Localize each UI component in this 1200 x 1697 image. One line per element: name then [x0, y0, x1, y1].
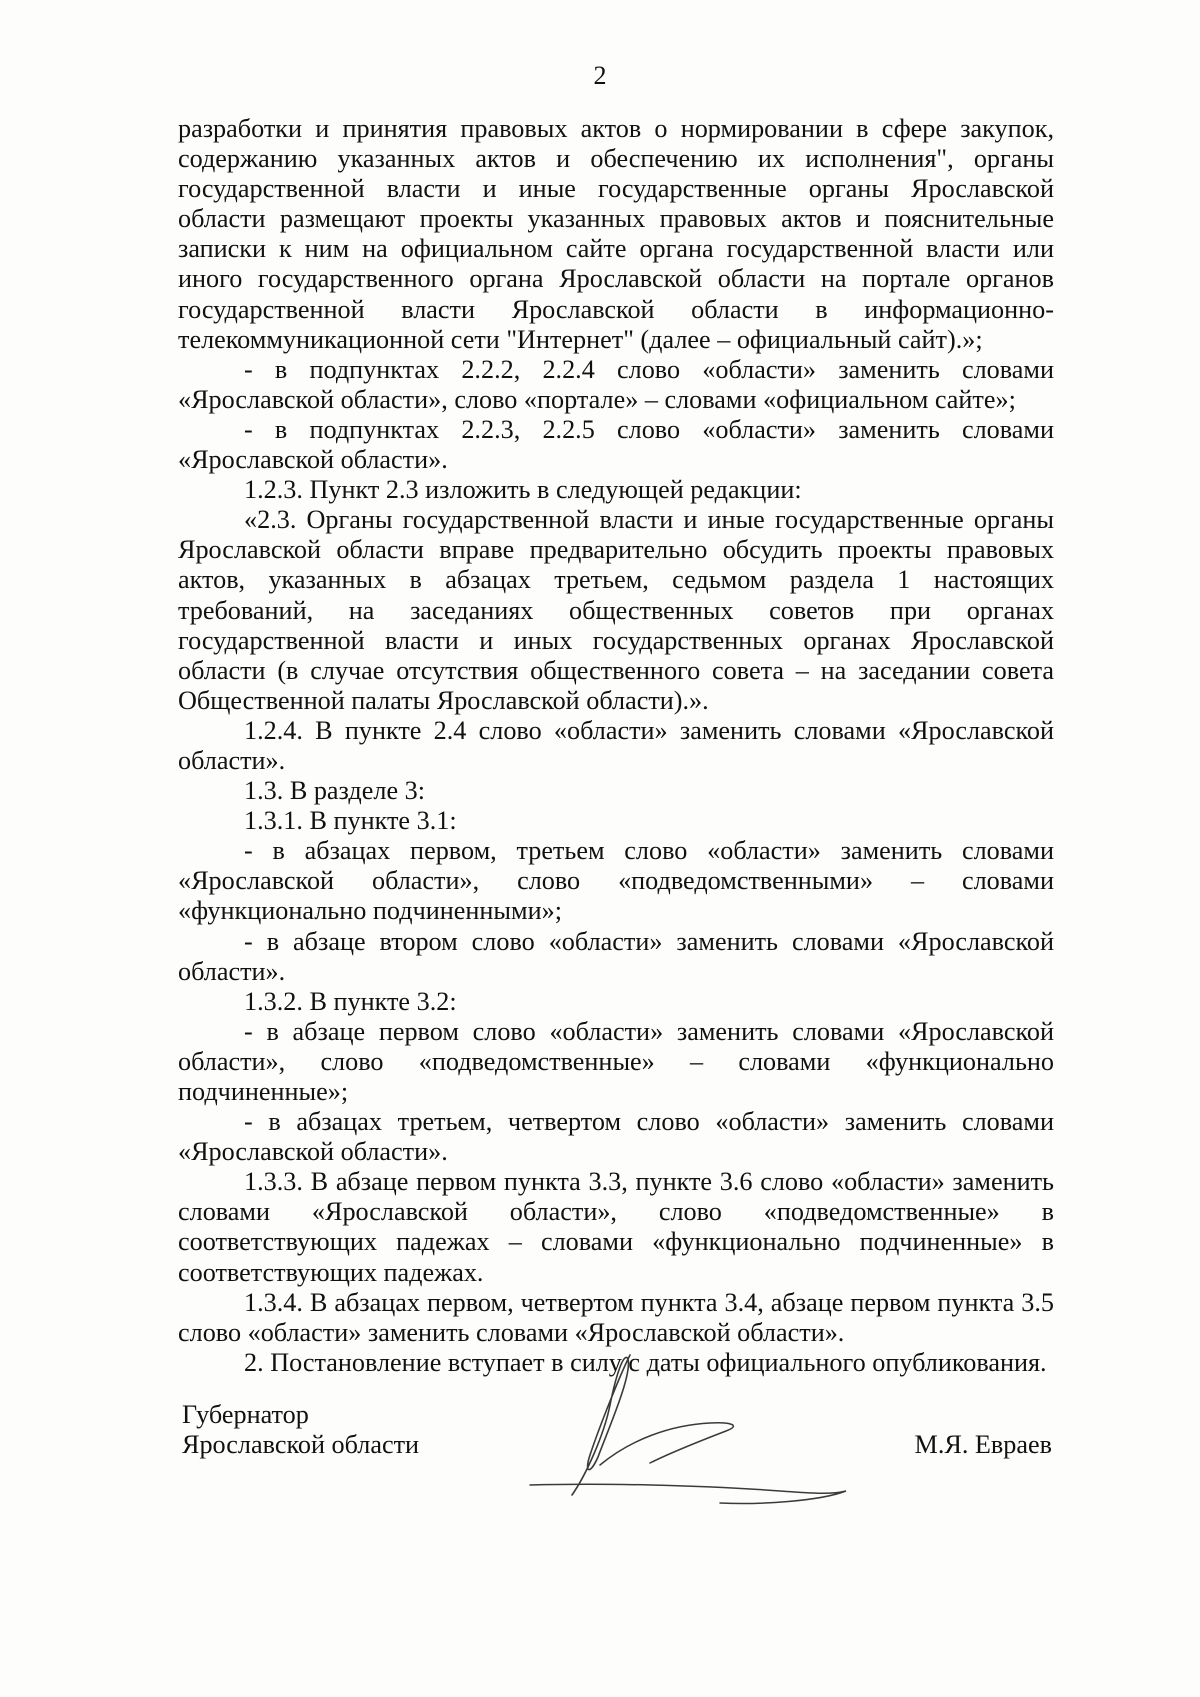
paragraph-1-3-2-b: - в абзацах третьем, четвертом слово «области» заменить словами «Ярославской области». — [178, 1107, 1054, 1167]
paragraph-amendment-2-2-2: - в подпунктах 2.2.2, 2.2.4 слово «области» заменить словами «Ярославской области», слово «портале» – словами «официальном сайте»; — [178, 354, 1054, 414]
paragraph-1-3: 1.3. В разделе 3: — [244, 776, 425, 806]
paragraph-1-2-4: 1.2.4. В пункте 2.4 слово «области» заменить словами «Ярославской области». — [178, 715, 1054, 775]
paragraph-amendment-2-2-3: - в подпунктах 2.2.3, 2.2.5 слово «области» заменить словами «Ярославской области». — [178, 414, 1054, 475]
signature-stroke-loop — [572, 1355, 630, 1495]
paragraph-1-3-1: 1.3.1. В пункте 3.1: — [244, 806, 457, 836]
paragraph-continuation: разработки и принятия правовых актов о нормировании в сфере закупок, содержанию указанных актов и обеспечению их исполнения", органы государственной власти и иные государственные органы Ярославской области размещают проекты указанных правовых актов и пояснительные записки к ним на официальном сайте органа государственной власти или иного государственного органа Ярославской области на портале органов государственной власти Ярославской области в информационно-телекоммуникационной сети "Интернет" (далее – официальный сайт).»; — [178, 114, 1054, 354]
paragraph-1-3-3: 1.3.3. В абзаце первом пункта 3.3, пункте 3.6 слово «области» заменить словами «Ярославской области», слово «подведомственные» в соответствующих падежах – словами «функционально подчиненные» в соответствующих падежах. — [178, 1167, 1054, 1287]
paragraph-1-3-1-a: - в абзацах первом, третьем слово «области» заменить словами «Ярославской области», слово «подведомственными» – словами «функционально подчиненными»; — [178, 836, 1054, 926]
paragraph-2-effective-date: 2. Постановление вступает в силу с даты официального опубликования. — [244, 1347, 1047, 1377]
paragraph-1-3-2: 1.3.2. В пункте 3.2: — [244, 986, 457, 1016]
paragraph-1-3-4: 1.3.4. В абзацах первом, четвертом пункта 3.4, абзаце первом пункта 3.5 слово «области» заменить словами «Ярославской области». — [178, 1287, 1054, 1347]
paragraph-1-2-3: 1.2.3. Пункт 2.3 изложить в следующей редакции: — [244, 475, 802, 505]
signatory-position-line1: Губернатор — [182, 1400, 309, 1429]
paragraph-1-3-2-a: - в абзаце первом слово «области» заменить словами «Ярославской области», слово «подведомственные» – словами «функционально подчиненные»; — [178, 1016, 1054, 1106]
signatory-position — [182, 1400, 419, 1460]
paragraph-1-3-1-b: - в абзаце втором слово «области» заменить словами «Ярославской области». — [178, 926, 1054, 986]
paragraph-new-2-3: «2.3. Органы государственной власти и иные государственные органы Ярославской области вправе предварительно обсудить проекты правовых актов, указанных в абзацах третьем, седьмом раздела 1 настоящих требований, на заседаниях общественных советов при органах государственной власти и иных государственных органах Ярославской области (в случае отсутствия общественного совета – на заседании совета Общественной палаты Ярославской области).». — [178, 505, 1054, 715]
handwritten-signature — [520, 1345, 860, 1515]
document-body — [178, 114, 1054, 1378]
page-number: 2 — [593, 61, 607, 90]
signatory-position-line2: Ярославской области — [182, 1430, 420, 1459]
signature-stroke-sweep — [600, 1423, 733, 1465]
signatory-name: М.Я. Евраев — [914, 1430, 1052, 1459]
